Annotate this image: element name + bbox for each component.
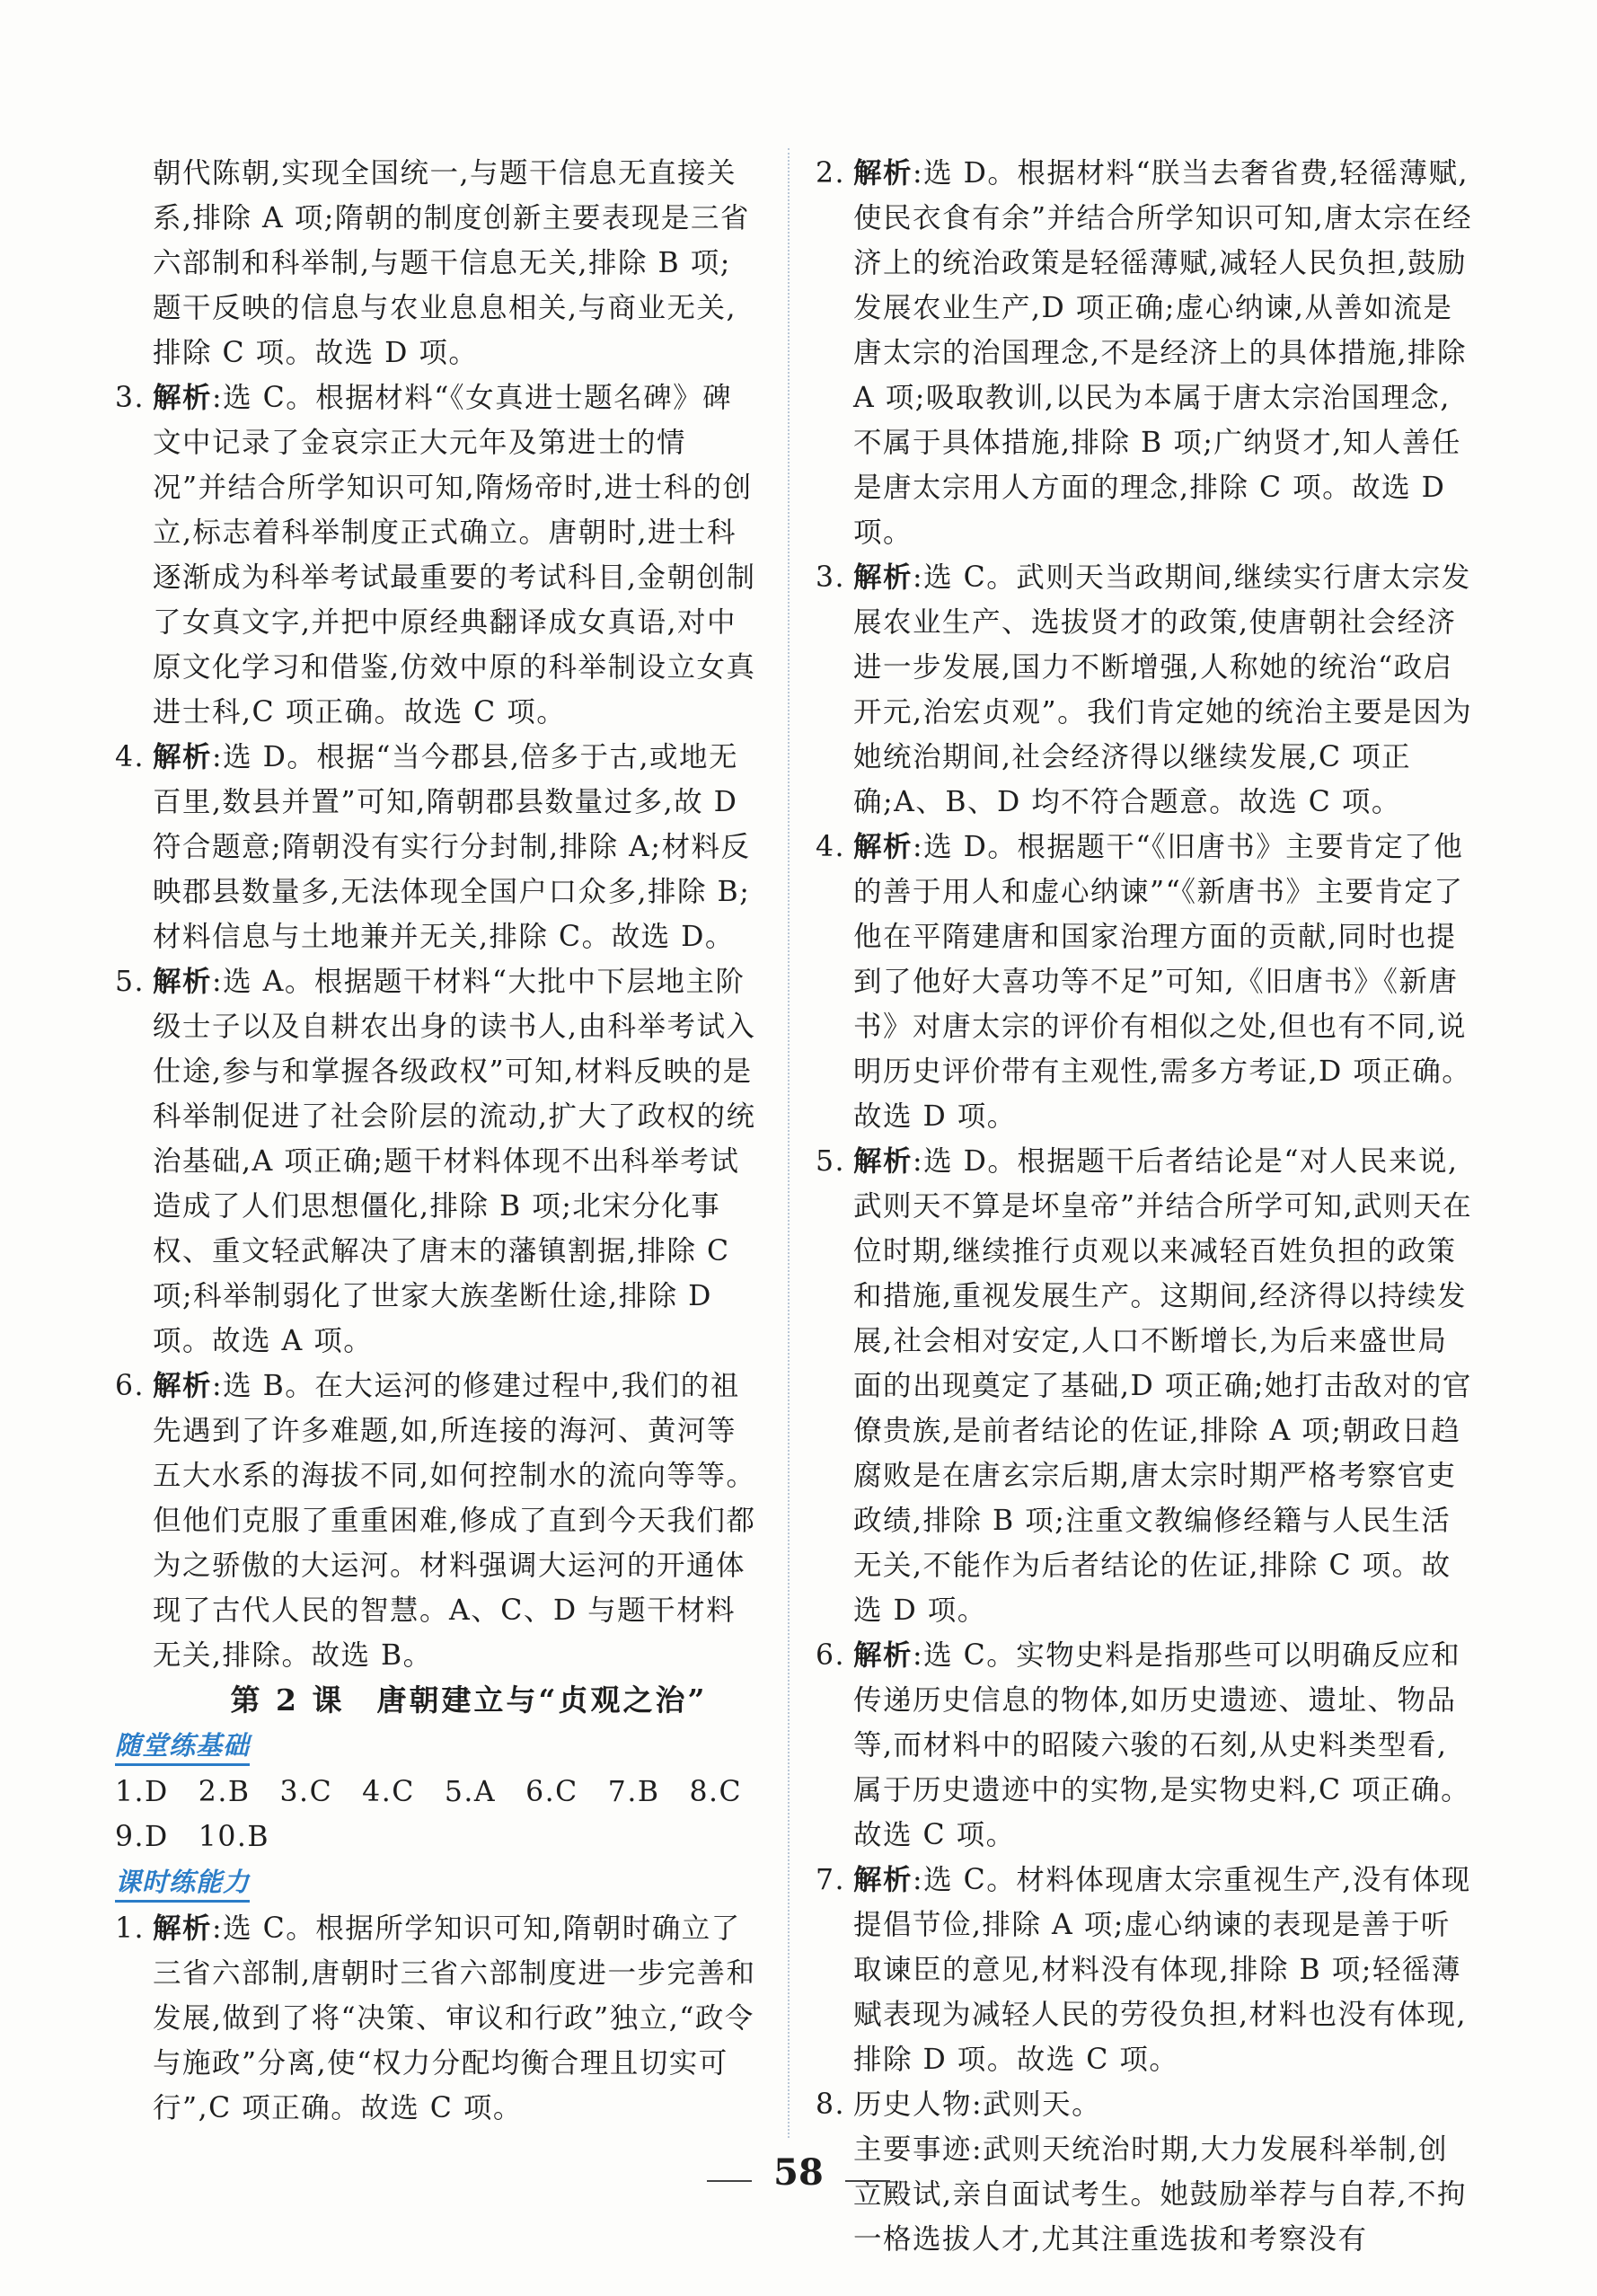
answer-item-7: 7. 解析:选 C。材料体现唐太宗重视生产,没有体现提倡节俭,排除 A 项;虚心纳谏的表现是善于听取谏臣的意见,材料没有体现,排除 B 项;轻徭薄赋表现为减轻人民的劳役负担,材料也没有体现,排除 D 项。故选 C 项。	[816, 1863, 1471, 2076]
column-divider	[788, 148, 790, 2138]
answer-item-5: 5. 解析:选 A。根据题干材料“大批中下层地主阶级士子以及自耕农出身的读书人,由科举考试入仕途,参与和掌握各级政权”可知,材料反映的是科举制促进了社会阶层的流动,扩大了政权的统治基础,A 项正确;题干材料体现不出科举考试造成了人们思想僵化,排除 B 项;北宋分化事权、重文轻武解决了唐末的藩镇割据,排除 C 项;科举制弱化了世家大族垄断仕途,排除 D 项。故选 A 项。	[115, 965, 756, 1357]
footer-dash-left	[707, 2180, 752, 2182]
lesson-title: 第 2 课 唐朝建立与“贞观之治”	[230, 1682, 708, 1718]
page-number: 58	[773, 2151, 824, 2194]
quick-answers-line-2: 9.D 10.B	[115, 1821, 270, 1853]
footer-dash-right	[845, 2180, 890, 2182]
answer-item-8: 8. 历史人物:武则天。	[816, 2088, 1102, 2121]
answer-item-6: 6. 解析:选 C。实物史料是指那些可以明确反应和传递历史信息的物体,如历史遗迹、遗址、物品等,而材料中的昭陵六骏的石刻,从史料类型看,属于历史遗迹中的实物,是实物史料,C 项正确。故选 C 项。	[816, 1638, 1471, 1851]
answer-item-1: 1. 解析:选 C。根据所学知识可知,隋朝时确立了三省六部制,唐朝时三省六部制度进一步完善和发展,做到了将“决策、审议和行政”独立,“政令与施政”分离,使“权力分配均衡合理且切实可行”,C 项正确。故选 C 项。	[115, 1912, 756, 2124]
page-footer	[0, 2151, 1597, 2194]
section-label-ability: 课时练能力	[115, 1864, 250, 1903]
answer-item-8-detail: 主要事迹:武则天统治时期,大力发展科举制,创立殿试,亲自面试考生。她鼓励举荐与自荐,不拘一格选拔人才,尤其注重选拔和考察没有	[853, 2133, 1468, 2256]
quick-answers-line-1: 1.D 2.B 3.C 4.C 5.A 6.C 7.B 8.C	[115, 1776, 743, 1808]
answer-item-3: 3. 解析:选 C。武则天当政期间,继续实行唐太宗发展农业生产、选拔贤才的政策,使唐朝社会经济进一步发展,国力不断增强,人称她的统治“政启开元,治宏贞观”。我们肯定她的统治主要是因为她统治期间,社会经济得以继续发展,C 项正确;A、B、D 均不符合题意。故选 C 项。	[816, 561, 1473, 818]
continued-answer-2: 朝代陈朝,实现全国统一,与题干信息无直接关系,排除 A 项;隋朝的制度创新主要表现是三省六部制和科举制,与题干信息无关,排除 B 项;题干反映的信息与农业息息相关,与商业无关,排除 C 项。故选 D 项。	[153, 157, 750, 369]
answer-item-4: 4. 解析:选 D。根据题干“《旧唐书》主要肯定了他的善于用人和虚心纳谏”“《新唐书》主要肯定了他在平隋建唐和国家治理方面的贡献,同时也提到了他好大喜功等不足”可知,《旧唐书》《新唐书》对唐太宗的评价有相似之处,但也有不同,说明历史评价带有主观性,需多方考证,D 项正确。故选 D 项。	[816, 830, 1472, 1133]
answer-item-2: 2. 解析:选 D。根据材料“朕当去奢省费,轻徭薄赋,使民衣食有余”并结合所学知识可知,唐太宗在经济上的统治政策是轻徭薄赋,减轻人民负担,鼓励发展农业生产,D 项正确;虚心纳谏,从善如流是唐太宗的治国理念,不是经济上的具体措施,排除 A 项;吸取教训,以民为本属于唐太宗治国理念,不属于具体措施,排除 B 项;广纳贤才,知人善任是唐太宗用人方面的理念,排除 C 项。故选 D 项。	[816, 156, 1473, 549]
right-column	[816, 151, 1476, 2262]
answer-item-6: 6. 解析:选 B。在大运河的修建过程中,我们的祖先遇到了许多难题,如,所连接的海河、黄河等五大水系的海拔不同,如何控制水的流向等等。但他们克服了重重困难,修成了直到今天我们都为之骄傲的大运河。材料强调大运河的开通体现了古代人民的智慧。A、C、D 与题干材料无关,排除。故选 B。	[115, 1369, 756, 1672]
section-label-basic: 随堂练基础	[115, 1727, 250, 1766]
answer-item-3: 3. 解析:选 C。根据材料“《女真进士题名碑》碑文中记录了金哀宗正大元年及第进士的情况”并结合所学知识可知,隋炀帝时,进士科的创立,标志着科举制度正式确立。唐朝时,进士科逐渐成为科举考试最重要的考试科目,金朝创制了女真文字,并把中原经典翻译成女真语,对中原文化学习和借鉴,仿效中原的科举制设立女真进士科,C 项正确。故选 C 项。	[115, 381, 756, 729]
answer-item-5: 5. 解析:选 D。根据题干后者结论是“对人民来说,武则天不算是坏皇帝”并结合所学可知,武则天在位时期,继续推行贞观以来减轻百姓负担的政策和措施,重视发展生产。这期间,经济得以持续发展,社会相对安定,人口不断增长,为后来盛世局面的出现奠定了基础,D 项正确;她打击敌对的官僚贵族,是前者结论的佐证,排除 A 项;朝政日趋腐败是在唐玄宗后期,唐太宗时期严格考察官吏政绩,排除 B 项;注重文教编修经籍与人民生活无关,不能作为后者结论的佐证,排除 C 项。故选 D 项。	[816, 1144, 1473, 1627]
left-column	[115, 151, 760, 2131]
answer-item-4: 4. 解析:选 D。根据“当今郡县,倍多于古,或地无百里,数县并置”可知,隋朝郡县数量过多,故 D 符合题意;隋朝没有实行分封制,排除 A;材料反映郡县数量多,无法体现全国户口众多,排除 B;材料信息与土地兼并无关,排除 C。故选 D。	[115, 740, 751, 953]
